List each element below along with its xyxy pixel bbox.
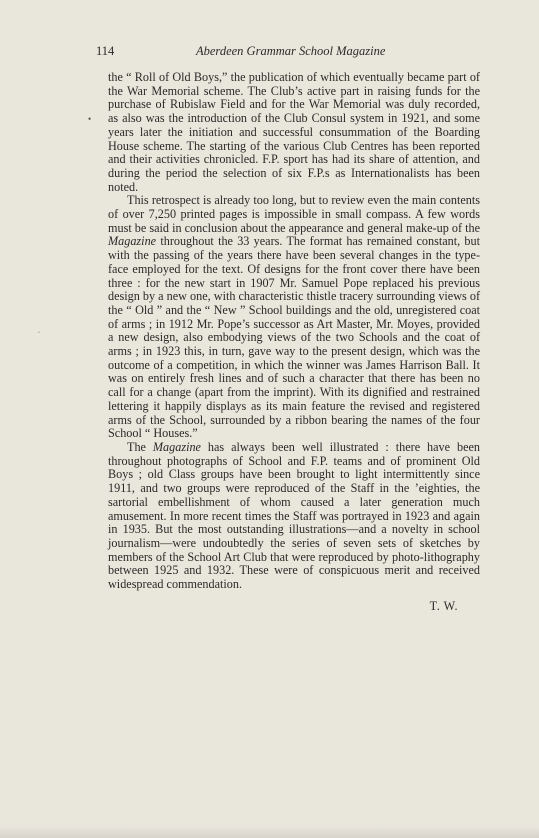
paragraph-text: This retrospect is already too long, but to review even the main contents of over 7,250 printed pages is impossible in small compass. A few words must be said in conclusion about the appearance and general make-up of the	[108, 193, 480, 235]
paragraph-text: the “ Roll of Old Boys,” the publication of which eventually became part of the War Memorial scheme. The Club’s active part in raising funds for the purchase of Rubislaw Field and for the War Memorial was duly recorded, as also was the introduction of the Club Consul system in 1921, and some years later the initiation and successful consummation of the Boarding House scheme. The starting of the various Club Centres has been reported and their activities chronicled. F.P. sport has had its share of attention, and during the period the selection of six F.P.s as Internationalists has been noted.	[108, 70, 480, 194]
italic-title-text: Magazine	[108, 234, 157, 249]
article-text	[108, 71, 480, 614]
paragraph-text: throughout the 33 years. The format has remained constant, but with the passing of the years there have been several changes in the typeface employed for the text. Of designs for the front cover there have been three : for the new start in 1907 Mr. Samuel Pope replaced his previous design by a new one, with characteristic thistle tracery surrounding views of the “ Old ” and the “ New ” School buildings and the old, unregistered coat of arms ; in 1912 Mr. Pope’s successor as Art Master, Mr. Moyes, provided a new design, also embodying views of the two Schools and the coat of arms ; in 1923 this, in turn, gave way to the present design, which was the outcome of a competition, in which the winner was James Harrison Ball. It was on entirely fresh lines and of such a character that there has been no call for a change (apart from the imprint). With its dignified and restrained lettering it happily displays as its main feature the revised and registered arms of the School, surrounded by a ribbon bearing the names of the four School “ Houses.”	[108, 234, 480, 441]
article-paragraphs	[108, 71, 480, 592]
page-number: 114	[96, 44, 115, 58]
body-paragraph	[108, 441, 480, 592]
journal-title: Aberdeen Grammar School Magazine	[196, 44, 386, 58]
italic-title-text: Magazine	[152, 439, 201, 454]
body-paragraph	[108, 194, 480, 441]
page-edge-shadow	[0, 826, 539, 838]
author-signature: T. W.	[429, 598, 458, 613]
body-paragraph	[108, 71, 480, 194]
paragraph-text: The	[127, 439, 153, 454]
paragraph-text: has always been well illustrated : there have been throughout photographs of School and F.P. teams and of prominent Old Boys ; old Class groups have been brought to light intermittently since 1911, and two groups were reproduced of the Staff in the ’eighties, the sartorial embellishment of whom caused a later generation much amusement. In more recent times the Staff was portrayed in 1923 and again in 1935. But the most outstanding illustrations—and a novelty in school journalism—were undoubtedly the series of seven sets of sketches by members of the School Art Club that were reproduced by photo-lithography between 1925 and 1932. These were of conspicuous merit and received widespread commendation.	[108, 439, 480, 592]
margin-speck-mark: •	[38, 331, 40, 336]
margin-bullet-mark: •	[88, 114, 92, 124]
